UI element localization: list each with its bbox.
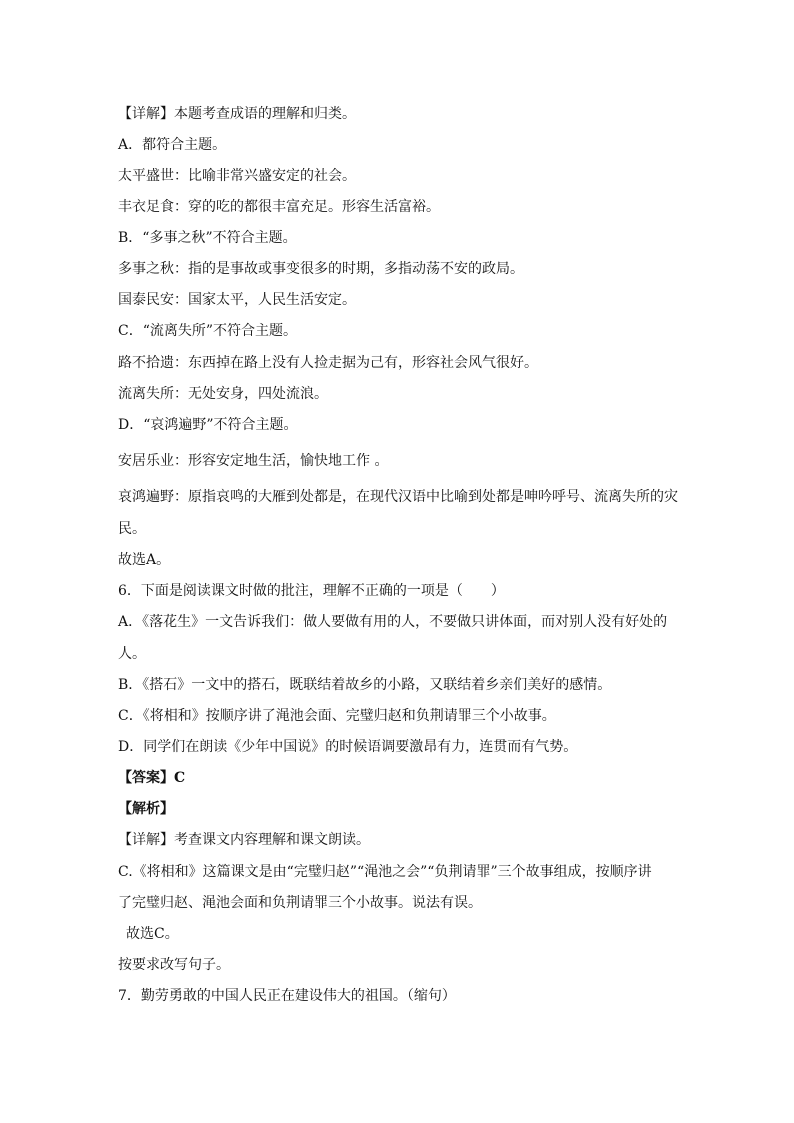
text-line: 国泰民安：国家太平，人民生活安定。	[118, 292, 356, 308]
text-line: C．“流离失所”不符合主题。	[118, 323, 298, 339]
text-line: 丰衣足食：穿的吃的都很丰富充足。形容生活富裕。	[118, 199, 440, 215]
analysis-label: 【解析】	[118, 801, 174, 817]
text-line: 安居乐业：形容安定地生活，愉快地工作 。	[118, 453, 389, 469]
question-6-stem: 6．下面是阅读课文时做的批注，理解不正确的一项是（ ）	[118, 583, 505, 599]
option-c: C．《将相和》按顺序讲了渑池会面、完璧归赵和负荆请罪三个小故事。	[118, 708, 556, 724]
text-line: 【详解】本题考查成语的理解和归类。	[118, 106, 356, 122]
text-line: 故选A。	[118, 552, 171, 568]
option-d: D．同学们在朗读《少年中国说》的时候语调要激昂有力，连贯而有气势。	[118, 739, 578, 755]
text-line: A．都符合主题。	[118, 137, 227, 153]
text-line: 多事之秋：指的是事故或事变很多的时期，多指动荡不安的政局。	[118, 261, 524, 277]
option-a-continued: 人。	[118, 646, 146, 662]
text-line: 民。	[118, 521, 146, 537]
text-line: 【详解】考查课文内容理解和课文朗读。	[118, 832, 370, 848]
text-line: 流离失所：无处安身，四处流浪。	[118, 386, 328, 402]
option-a: A．《落花生》一文告诉我们：做人要做有用的人，不要做只讲体面，而对别人没有好处的	[118, 614, 668, 630]
option-b: B．《搭石》一文中的搭石，既联结着故乡的小路，又联结着乡亲们美好的感情。	[118, 677, 612, 693]
text-line: D．“哀鸿遍野”不符合主题。	[118, 417, 298, 433]
section-instruction: 按要求改写句子。	[118, 957, 230, 973]
text-line: B．“多事之秋”不符合主题。	[118, 230, 297, 246]
answer-label: 【答案】C	[118, 770, 186, 786]
text-line: 太平盛世：比喻非常兴盛安定的社会。	[118, 168, 356, 184]
text-line: 路不拾遗：东西掉在路上没有人捡走据为己有，形容社会风气很好。	[118, 355, 538, 371]
text-line: 故选C。	[126, 926, 179, 942]
text-line: 了完璧归赵、渑池会面和负荆请罪三个小故事。说法有误。	[118, 895, 482, 911]
text-line: 哀鸿遍野：原指哀鸣的大雁到处都是，在现代汉语中比喻到处都是呻吟呼号、流离失所的灾	[118, 489, 678, 505]
text-line: C.《将相和》这篇课文是由“完璧归赵”“渑池之会”“负荆请罪”三个故事组成，按顺序讲	[118, 864, 652, 880]
question-7-stem: 7．勤劳勇敢的中国人民正在建设伟大的祖国。（缩句）	[118, 988, 456, 1004]
